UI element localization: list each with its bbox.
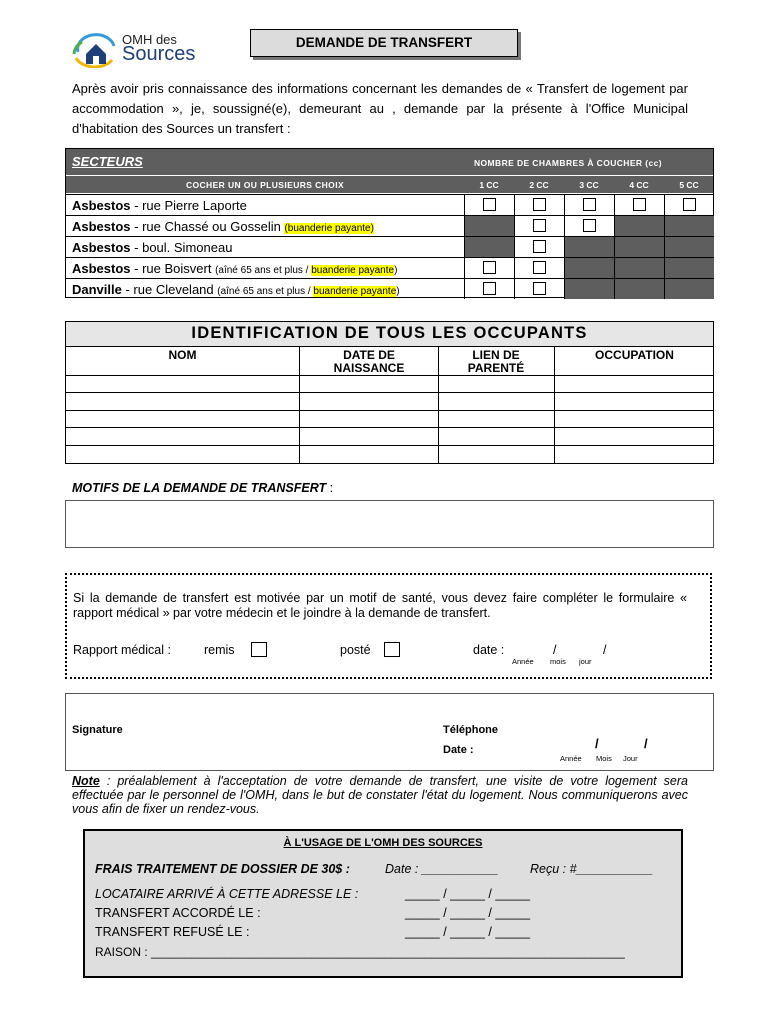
signature-label: Signature bbox=[72, 724, 123, 736]
bedroom-checkbox[interactable] bbox=[533, 240, 546, 253]
note-label: Note bbox=[72, 774, 100, 788]
motifs-label bbox=[72, 481, 333, 495]
bedroom-checkbox[interactable] bbox=[483, 261, 496, 274]
date-slash: / bbox=[603, 643, 607, 657]
sector-name bbox=[72, 261, 397, 276]
col-2cc: 2 CC bbox=[529, 180, 549, 190]
motifs-field[interactable] bbox=[65, 500, 714, 548]
sector-note-highlight: buanderie payante bbox=[311, 265, 395, 276]
date-slash: / bbox=[595, 736, 599, 751]
rapport-label: Rapport médical : bbox=[73, 643, 171, 657]
table-row[interactable] bbox=[66, 392, 713, 393]
logo-top-text: OMH des bbox=[122, 32, 177, 47]
unavailable-cell bbox=[664, 216, 714, 236]
poste-label: posté bbox=[340, 643, 371, 657]
sector-name bbox=[72, 240, 232, 255]
bedroom-cell bbox=[564, 195, 614, 215]
sector-row bbox=[66, 278, 713, 299]
sector-street: - rue Chassé ou Gosselin bbox=[130, 219, 285, 234]
sectors-table bbox=[65, 148, 714, 298]
bedroom-cell bbox=[614, 195, 664, 215]
frais-label: FRAIS TRAITEMENT DE DOSSIER DE 30$ : bbox=[95, 862, 350, 876]
motifs-colon: : bbox=[326, 481, 334, 495]
bedroom-checkbox[interactable] bbox=[583, 198, 596, 211]
date-slash: / bbox=[553, 643, 557, 657]
sector-note-highlight: (buanderie payante) bbox=[284, 223, 374, 234]
bedroom-cell bbox=[514, 258, 564, 278]
bedroom-checkbox[interactable] bbox=[533, 282, 546, 295]
note-paragraph bbox=[72, 774, 688, 816]
recu-field: Reçu : #___________ bbox=[530, 862, 654, 876]
sector-city: Asbestos bbox=[72, 219, 131, 234]
signature-section bbox=[65, 693, 714, 771]
bedroom-cell bbox=[514, 216, 564, 236]
sectors-subheader bbox=[66, 175, 713, 193]
bedroom-cell bbox=[464, 279, 514, 299]
unavailable-cell bbox=[614, 237, 664, 257]
table-row[interactable] bbox=[66, 375, 713, 376]
bedroom-cell bbox=[464, 195, 514, 215]
col-date-naissance: DATE DE NAISSANCE bbox=[333, 348, 405, 375]
sector-name bbox=[72, 282, 400, 297]
mois-hint: Mois bbox=[596, 754, 612, 763]
remis-label: remis bbox=[204, 643, 235, 657]
sector-note-suffix: ) bbox=[396, 286, 400, 297]
logo-main-text: Sources bbox=[122, 43, 196, 65]
sector-street: - rue Pierre Laporte bbox=[130, 198, 247, 213]
bedroom-checkbox[interactable] bbox=[583, 219, 596, 232]
date-slash: / bbox=[644, 736, 648, 751]
sector-note-prefix: (aîné 65 ans et plus / bbox=[217, 286, 314, 297]
medical-text: Si la demande de transfert est motivée par un motif de santé, vous devez faire compléter le formulaire « rapport médical » par votre médecin et le joindre à la demande de transfert. bbox=[73, 591, 687, 620]
omh-use-box bbox=[83, 829, 683, 978]
table-row[interactable] bbox=[66, 410, 713, 411]
annee-hint: Année bbox=[560, 754, 582, 763]
sector-row bbox=[66, 194, 713, 215]
intro-paragraph: Après avoir pris connaissance des informations concernant les demandes de « Transfert de logement par accommodation », je, soussigné(e), demeurant au , demande par la présente à l'Office Municipal d'habitation des Sources un transfert : bbox=[72, 81, 688, 136]
sector-row bbox=[66, 236, 713, 257]
sector-city: Asbestos bbox=[72, 240, 131, 255]
unavailable-cell bbox=[564, 279, 614, 299]
sig-date-label: Date : bbox=[443, 744, 474, 756]
locataire-date: _____ / _____ / _____ bbox=[405, 887, 531, 901]
unavailable-cell bbox=[464, 216, 514, 236]
sector-city: Asbestos bbox=[72, 198, 131, 213]
jour-hint: jour bbox=[579, 657, 592, 666]
page-title: DEMANDE DE TRANSFERT bbox=[250, 29, 518, 57]
sector-street: - boul. Simoneau bbox=[130, 240, 233, 255]
sector-city: Danville bbox=[72, 282, 122, 297]
sector-name bbox=[72, 198, 247, 213]
sector-row bbox=[66, 257, 713, 278]
sector-note-suffix: ) bbox=[394, 265, 398, 276]
col-5cc: 5 CC bbox=[679, 180, 699, 190]
frais-date: Date : ___________ bbox=[385, 862, 499, 876]
col-1cc: 1 CC bbox=[479, 180, 499, 190]
unavailable-cell bbox=[464, 237, 514, 257]
raison-field: RAISON : _______________________________________________________________________ bbox=[95, 945, 625, 959]
medical-section bbox=[65, 573, 712, 679]
sector-note-highlight: buanderie payante bbox=[313, 286, 397, 297]
bedroom-cell bbox=[514, 279, 564, 299]
note-text: : préalablement à l'acceptation de votre demande de transfert, une visite de votre logement sera effectuée par le personnel de l'OMH, dans le but de constater l'état du logement. Nous communiquerons avec vous afin de fixer un rendez-vous. bbox=[72, 774, 688, 816]
col-lien-parente: LIEN DE PARENTÉ bbox=[467, 348, 525, 375]
col-3cc: 3 CC bbox=[579, 180, 599, 190]
sector-street: - rue Cleveland bbox=[121, 282, 218, 297]
omh-logo bbox=[72, 30, 212, 70]
occupants-table bbox=[65, 321, 714, 464]
bedroom-checkbox[interactable] bbox=[483, 282, 496, 295]
unavailable-cell bbox=[664, 258, 714, 278]
bedroom-checkbox[interactable] bbox=[533, 219, 546, 232]
bedroom-checkbox[interactable] bbox=[533, 261, 546, 274]
motifs-label-text: MOTIFS DE LA DEMANDE DE TRANSFERT bbox=[72, 481, 327, 495]
unavailable-cell bbox=[614, 279, 664, 299]
locataire-label: LOCATAIRE ARRIVÉ À CETTE ADRESSE LE : bbox=[95, 887, 359, 901]
accorde-label: TRANSFERT ACCORDÉ LE : bbox=[95, 906, 261, 920]
omh-title: À L'USAGE DE L'OMH DES SOURCES bbox=[283, 837, 483, 849]
bedroom-checkbox[interactable] bbox=[533, 198, 546, 211]
sectors-header bbox=[66, 149, 713, 175]
sectors-title: SECTEURS bbox=[72, 154, 143, 169]
bedroom-cell bbox=[564, 216, 614, 236]
date-label: date : bbox=[473, 643, 505, 657]
col-nom: NOM bbox=[168, 348, 197, 362]
unavailable-cell bbox=[564, 258, 614, 278]
unavailable-cell bbox=[664, 237, 714, 257]
bedroom-cell bbox=[464, 258, 514, 278]
bedroom-checkbox[interactable] bbox=[633, 198, 646, 211]
bedrooms-header: NOMBRE DE CHAMBRES À COUCHER (cc) bbox=[474, 158, 662, 168]
house-logo-icon bbox=[72, 32, 120, 68]
bedroom-cell bbox=[514, 237, 564, 257]
choose-label: COCHER UN OU PLUSIEURS CHOIX bbox=[185, 180, 345, 190]
unavailable-cell bbox=[564, 237, 614, 257]
unavailable-cell bbox=[614, 258, 664, 278]
unavailable-cell bbox=[614, 216, 664, 236]
bedroom-checkbox[interactable] bbox=[683, 198, 696, 211]
poste-checkbox[interactable] bbox=[384, 642, 400, 657]
sector-name bbox=[72, 219, 374, 234]
accorde-date: _____ / _____ / _____ bbox=[405, 906, 531, 920]
col-occupation: OCCUPATION bbox=[595, 348, 674, 362]
table-row[interactable] bbox=[66, 427, 713, 428]
refuse-date: _____ / _____ / _____ bbox=[405, 925, 531, 939]
refuse-label: TRANSFERT REFUSÉ LE : bbox=[95, 925, 250, 939]
jour-hint: Jour bbox=[623, 754, 638, 763]
bedroom-checkbox[interactable] bbox=[483, 198, 496, 211]
bedroom-cell bbox=[514, 195, 564, 215]
col-4cc: 4 CC bbox=[629, 180, 649, 190]
mois-hint: mois bbox=[550, 657, 566, 666]
remis-checkbox[interactable] bbox=[251, 642, 267, 657]
bedroom-cell bbox=[664, 195, 714, 215]
unavailable-cell bbox=[664, 279, 714, 299]
occupants-title: IDENTIFICATION DE TOUS LES OCCUPANTS bbox=[66, 322, 713, 347]
table-row[interactable] bbox=[66, 445, 713, 446]
sector-city: Asbestos bbox=[72, 261, 131, 276]
sector-row bbox=[66, 215, 713, 236]
sector-street: - rue Boisvert bbox=[130, 261, 216, 276]
telephone-label: Téléphone bbox=[443, 724, 499, 736]
sector-note-prefix: (aîné 65 ans et plus / bbox=[215, 265, 312, 276]
annee-hint: Année bbox=[512, 657, 534, 666]
